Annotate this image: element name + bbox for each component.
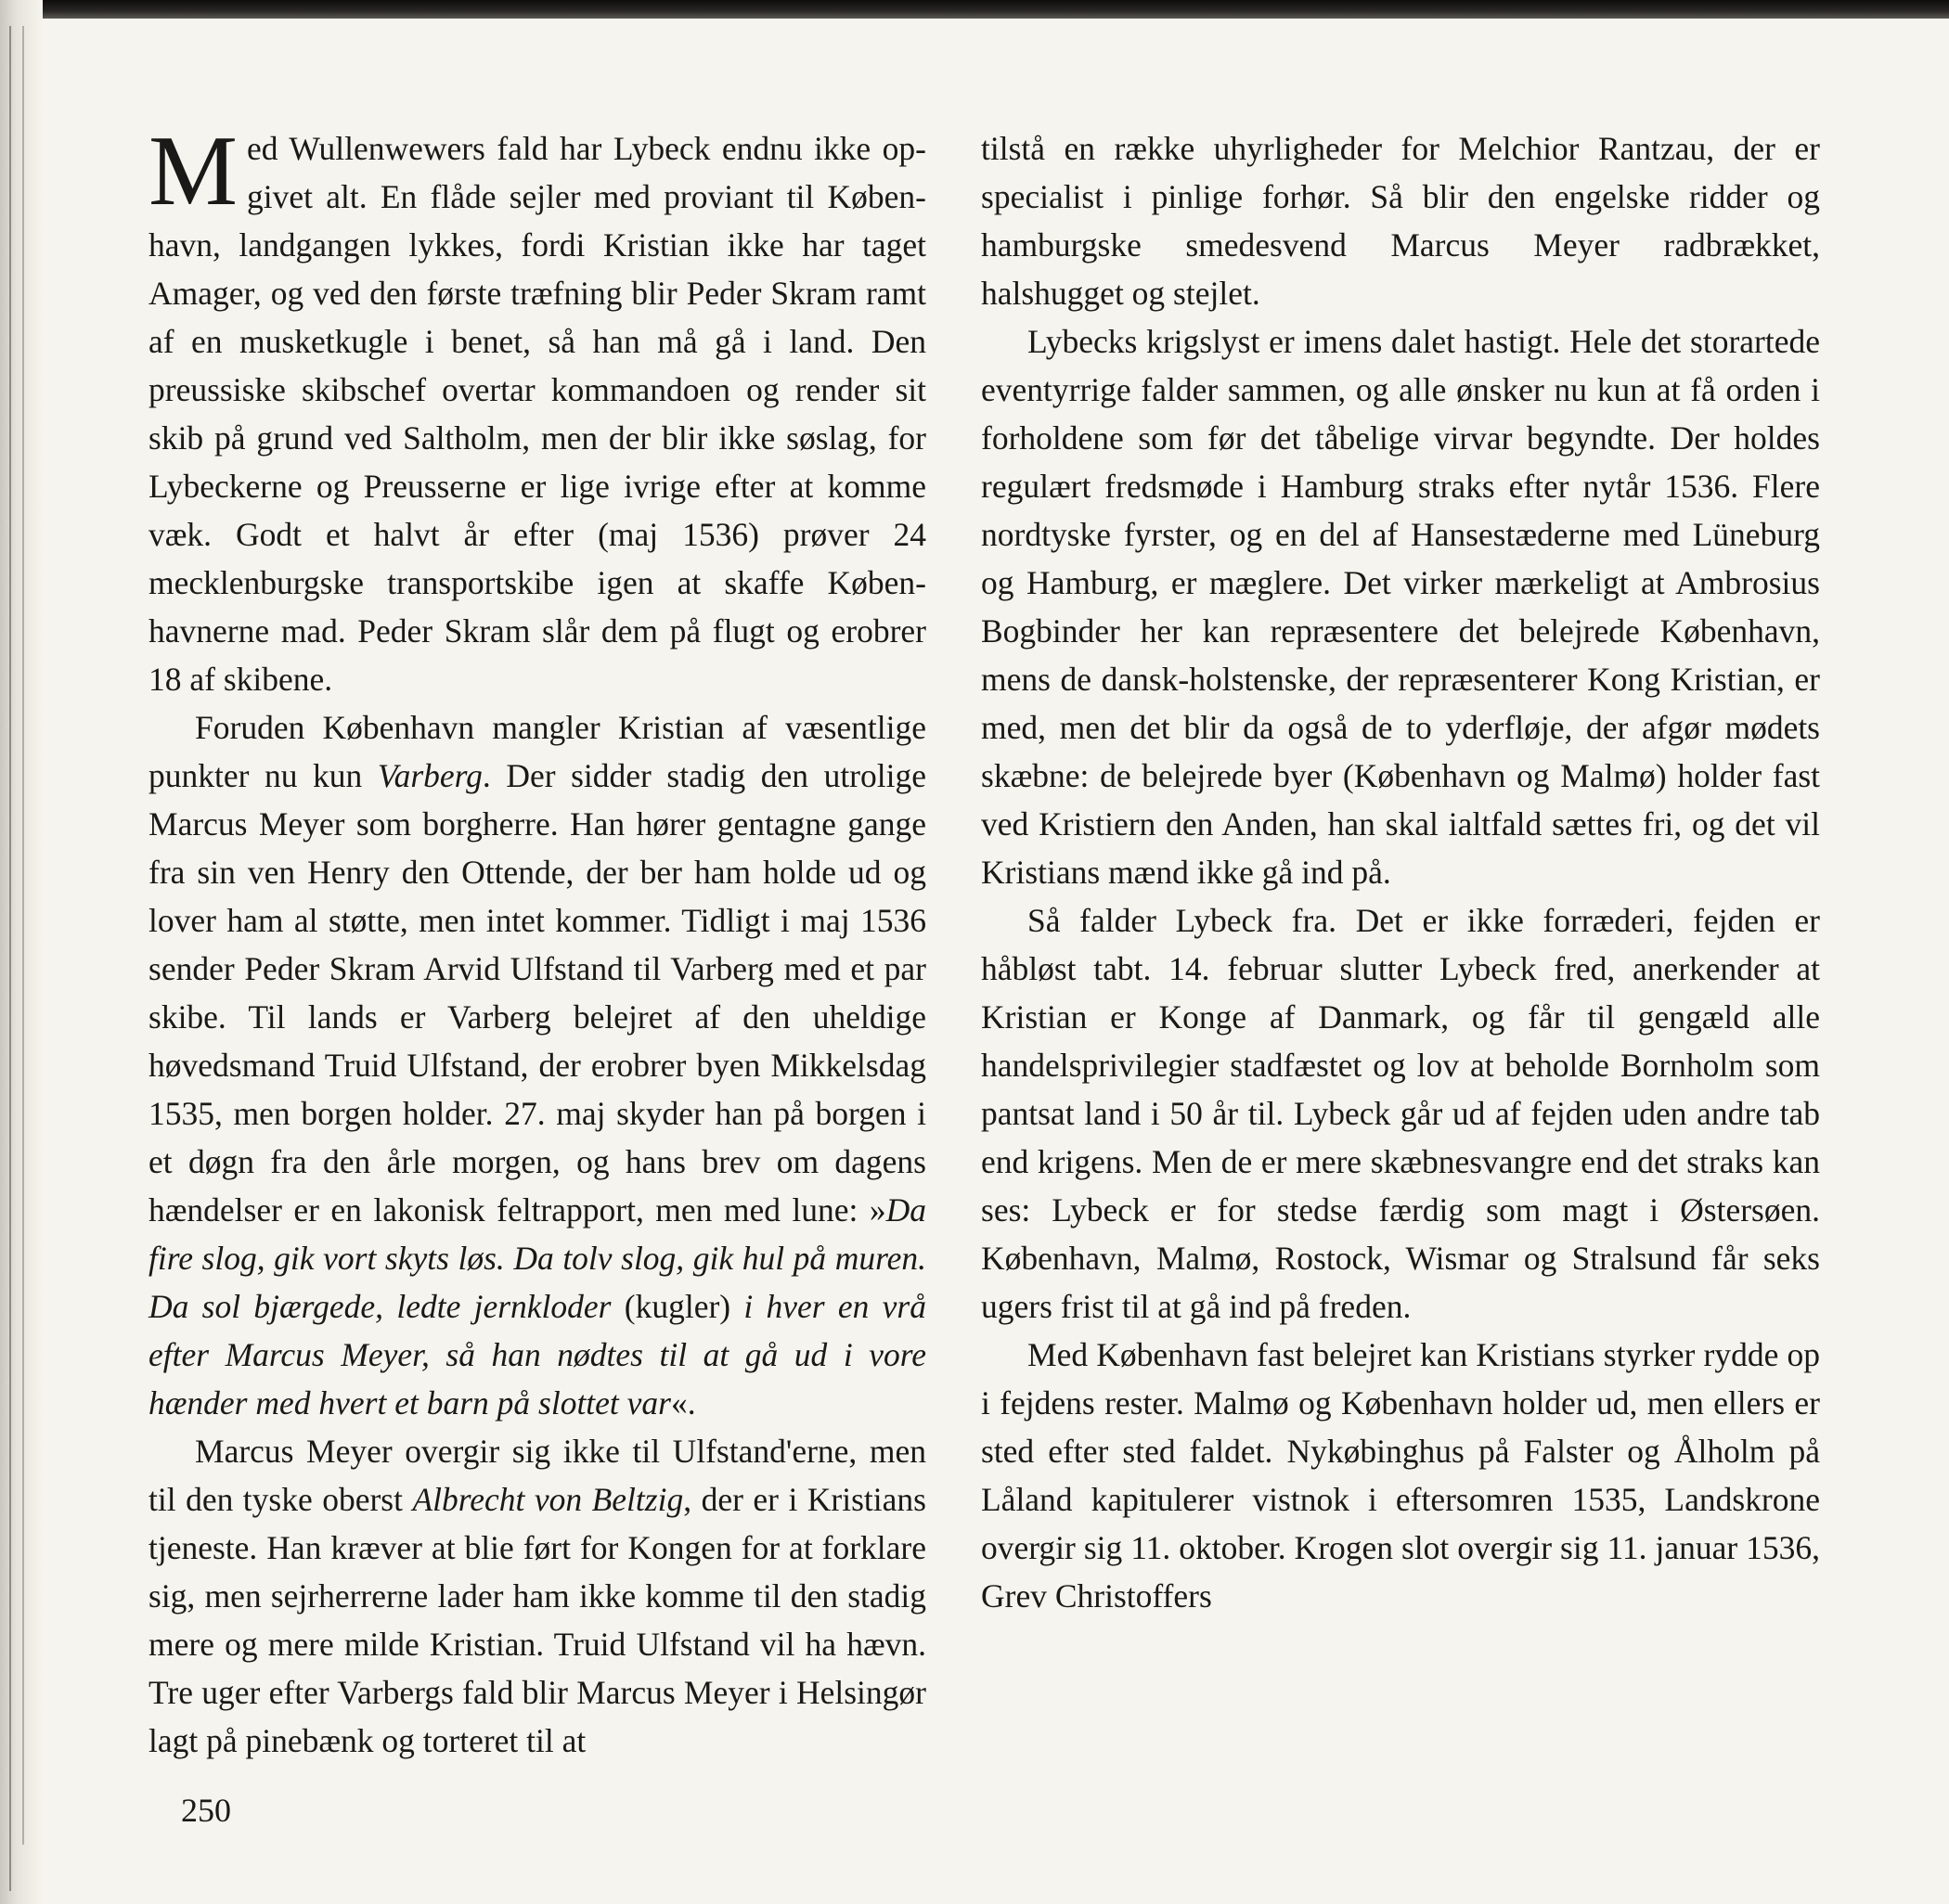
paragraph-text: . Der sidder stadig den utrolige Marcus Meyer som borgherre. Han hører gentagne gange fra sin ven Henry den Ottende, der ber ham holde ud og lover ham al støtte, men intet kommer. Tidligt i maj 1536 sender Peder Skram Arvid Ulfstand til Varberg med et par skibe. Til lands er Varberg belejret af den uheldige høvedsmand Truid Ulfstand, der erobrer byen Mikkelsdag 1535, men borgen holder. 27. maj skyder han på borgen i et døgn fra den årle morgen, og hans brev om dagens hændelser er en lakonisk feltrapport, men med lune: » [148, 757, 926, 1229]
left-text-column [148, 116, 926, 1765]
paragraph: Lybecks krigslyst er imens dalet hastigt. Hele det storartede eventyrrige falder sammen, og alle ønsker nu kun at få orden i forholdene som før det tåbelige virvar begyndte. Der holdes regulært fredsmøde i Hamburg straks efter nytår 1536. Flere nordtyske fyrster, og en del af Hansestæderne med Lüneburg og Hamburg, er mæglere. Det virker mærkeligt at Ambrosius Bogbinder her kan repræsentere det belejrede København, mens de dansk-holstenske, der repræsenterer Kong Kristian, er med, men det blir da også de to yderfløje, der afgør mødets skæbne: de belejrede byer (København og Malmø) holder fast ved Kristiern den Anden, han skal ialtfald sættes fri, og det vil Kristians mænd ikke gå ind på. [981, 323, 1820, 891]
paragraph-3 [148, 1427, 926, 1765]
drop-cap: M [148, 116, 239, 226]
paragraph-2 [148, 703, 926, 1427]
italic-quotation: i hver en vrå efter Marcus Meyer, så han nødtes til at gå ud i vore hænder med hvert et barn på slottet var [148, 1288, 926, 1422]
gutter-line [9, 26, 11, 1891]
scan-top-edge [0, 0, 1949, 19]
italic-quotation: Da fire slog, gik vort skyts løs. Da tolv slog, gik hul på muren. Da sol bjærgede, ledte jernkloder [148, 1191, 926, 1325]
right-text-column [981, 124, 1820, 1620]
paragraph: Så falder Lybeck fra. Det er ikke forræderi, fejden er håbløst tabt. 14. februar slutter Lybeck fred, anerkender at Kristian er Konge af Danmark, og får til gengæld alle handelsprivilegier stadfæstet og lov at beholde Bornholm som pantsat land i 50 år til. Lybeck går ud af fejden uden andre tab end krigens. Men de er mere skæbnesvangre end det straks kan ses: Lybeck er for stedse færdig som magt i Østersøen. København, Malmø, Rostock, Wismar og Stralsund får seks ugers frist til at gå ind på freden. [981, 902, 1820, 1325]
italic-place-name: Varberg [377, 757, 483, 794]
paragraph-text: «. [671, 1384, 696, 1422]
gutter-line [22, 26, 24, 1845]
book-gutter-shadow [0, 0, 43, 1904]
italic-person-name: Albrecht von Beltzig [412, 1481, 684, 1518]
page-number: 250 [181, 1792, 231, 1829]
paragraph: Med København fast belejret kan Kristians styrker rydde op i fejdens rester. Malmø og København holder ud, men ellers er sted efter sted faldet. Nykøbinghus på Falster og Ålholm på Låland kapitulerer vistnok i eftersomren 1535, Landskrone overgir sig 11. oktober. Krogen slot overgir sig 11. januar 1536, Grev Christoffers [981, 1336, 1820, 1615]
paragraph-text: (kugler) [611, 1288, 744, 1325]
paragraph-text: , der er i Kristians tjeneste. Han kræver at blie ført for Kongen for at forklare sig, men sejrherrerne lader ham ikke komme til den stadig mere og mere milde Kristian. Truid Ulfstand vil ha hævn. Tre uger efter Varbergs fald blir Marcus Meyer i Helsingør lagt på pinebænk og torteret til at [148, 1481, 926, 1759]
paragraph-text: Foruden København mangler Kristian af væsentlige punkter nu kun [148, 709, 926, 794]
paragraph-1 [148, 116, 926, 703]
paragraph-text: Marcus Meyer overgir sig ikke til Ulfstand'erne, men til den tyske oberst [148, 1433, 926, 1518]
paragraph-text: ed Wullenwewers fald har Lybeck endnu ikke opgivet alt. En flåde sejler med proviant til København, landgangen lykkes, fordi Kristian ikke har taget Amager, og ved den første træfning blir Peder Skram ramt af en musketkugle i benet, så han må gå i land. Den preussiske skibschef overtar kommandoen og render sit skib på grund ved Saltholm, men der blir ikke søslag, for Lybeckerne og Preusserne er lige ivrige efter at komme væk. Godt et halvt år efter (maj 1536) prøver 24 mecklenburgske transportskibe igen at skaffe Københavnerne mad. Peder Skram slår dem på flugt og erobrer 18 af skibene. [148, 130, 926, 698]
paragraph-continued: tilstå en række uhyrligheder for Melchior Rantzau, der er specialist i pinlige forhør. Så blir den engelske ridder og hamburgske smedesvend Marcus Meyer radbrækket, halshugget og stejlet. [981, 130, 1820, 312]
